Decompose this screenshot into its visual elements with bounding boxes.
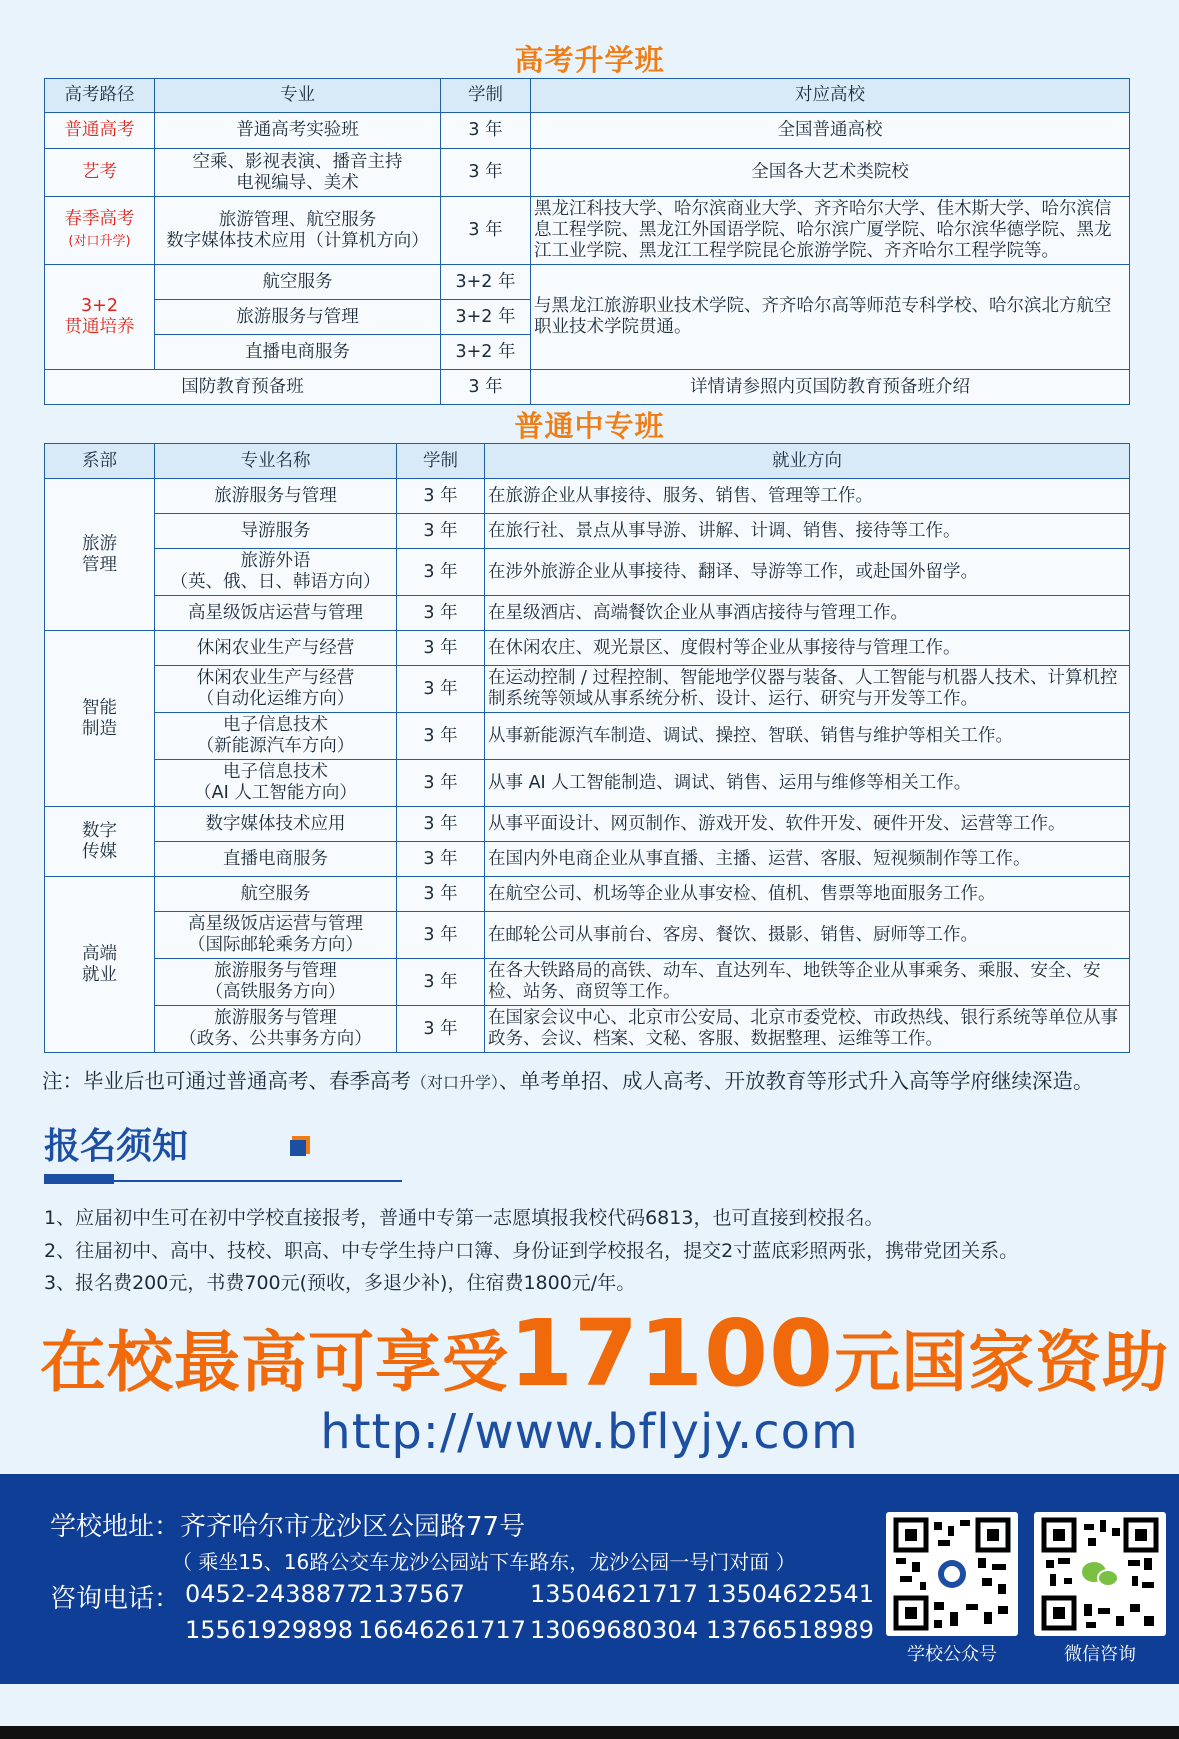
major-line: 数字媒体技术应用（计算机方向）: [166, 230, 429, 251]
table-row: [45, 514, 1130, 549]
dept-name: 数字: [82, 820, 117, 841]
major-line: 旅游服务与管理: [214, 961, 337, 981]
major-line: 旅游服务与管理: [214, 1008, 337, 1028]
subsidy-text: 元国家资助: [834, 1324, 1170, 1401]
job-cell: 在各大铁路局的高铁、动车、直达列车、地铁等企业从事乘务、乘服、安全、安检、站务、商贸等工作。: [485, 959, 1130, 1006]
major-sub: （自动化运维方向）: [196, 689, 355, 709]
major-sub: （英、俄、日、韩语方向）: [170, 572, 381, 592]
path-cell: [45, 197, 155, 265]
header-dept: 系部: [45, 444, 155, 479]
table-row: [45, 912, 1130, 959]
job-cell: 在航空公司、机场等企业从事安检、值机、售票等地面服务工作。: [485, 877, 1130, 912]
years-cell: 3 年: [441, 197, 531, 265]
header-job: 就业方向: [485, 444, 1130, 479]
job-cell: 在邮轮公司从事前台、客房、餐饮、摄影、销售、厨师等工作。: [485, 912, 1130, 959]
major-cell: 旅游服务与管理: [155, 479, 397, 514]
job-cell: 从事 AI 人工智能制造、调试、销售、运用与维修等相关工作。: [485, 760, 1130, 807]
major-cell: [155, 197, 441, 265]
bottom-edge: [0, 1726, 1179, 1739]
major-cell: [155, 912, 397, 959]
table-row: [45, 807, 1130, 842]
major-cell: 休闲农业生产与经营: [155, 631, 397, 666]
table-row: [45, 842, 1130, 877]
zhongzhuan-title: 普通中专班: [514, 409, 665, 443]
major-line: 旅游管理、航空服务: [218, 209, 377, 230]
major-cell: [155, 1006, 397, 1053]
table-row: [45, 265, 1130, 300]
header-school: 对应高校: [531, 79, 1130, 113]
subsidy-headline: [40, 1300, 1170, 1407]
years-cell: 3 年: [441, 370, 531, 405]
major-cell: [155, 713, 397, 760]
major-cell: [155, 149, 441, 197]
major-cell: 普通高考实验班: [155, 113, 441, 149]
path-main: 贯通培养: [64, 317, 135, 337]
header-major: 专业: [155, 79, 441, 113]
major-cell: 高星级饭店运营与管理: [155, 596, 397, 631]
phone-number: 16646261717: [358, 1616, 526, 1644]
registration-title: 报名须知: [44, 1126, 189, 1167]
table-row: [45, 596, 1130, 631]
dept-cell: [45, 479, 155, 631]
table-row: [45, 149, 1130, 197]
major-line: 电视编导、美术: [236, 172, 359, 193]
years-cell: 3 年: [397, 1006, 485, 1053]
note-text: 、单考单招、成人高考、开放教育等形式升入高等学府继续深造。: [499, 1069, 1094, 1093]
phone-number: 13766518989: [706, 1616, 874, 1644]
gaokao-table: [44, 78, 1130, 405]
years-cell: 3+2 年: [441, 265, 531, 300]
years-cell: 3 年: [397, 666, 485, 713]
dept-cell: [45, 631, 155, 807]
major-cell: 数字媒体技术应用: [155, 807, 397, 842]
years-cell: 3 年: [397, 549, 485, 596]
table-row: [45, 713, 1130, 760]
table-row: [45, 479, 1130, 514]
table-row: [45, 666, 1130, 713]
phone-number: 13504621717: [530, 1580, 698, 1608]
dept-name: 旅游: [82, 533, 117, 554]
school-cell: 详情请参照内页国防教育预备班介绍: [531, 370, 1130, 405]
major-cell: 航空服务: [155, 265, 441, 300]
table-row: [45, 370, 1130, 405]
registration-item: 2、往届初中、高中、技校、职高、中专学生持户口簿、身份证到学校报名，提交2寸蓝底彩照两张，携带党团关系。: [44, 1240, 1019, 1262]
phone-number: 15561929898: [185, 1616, 353, 1644]
dept-name: 就业: [82, 964, 117, 985]
major-line: 空乘、影视表演、播音主持: [192, 151, 403, 172]
note-text-small: （对口升学）: [411, 1073, 500, 1092]
gaokao-title: 高考升学班: [514, 43, 665, 77]
years-cell: 3 年: [397, 713, 485, 760]
years-cell: 3 年: [397, 807, 485, 842]
registration-item: 1、应届初中生可在初中学校直接报考，普通中专第一志愿填报我校代码6813，也可直接到校报名。: [44, 1207, 884, 1229]
major-cell: [155, 549, 397, 596]
phone-number: 2137567: [358, 1580, 465, 1608]
school-cell: 黑龙江科技大学、哈尔滨商业大学、齐齐哈尔大学、佳木斯大学、哈尔滨信息工程学院、黑龙江外国语学院、哈尔滨广厦学院、哈尔滨华德学院、黑龙江工业学院、黑龙江工程学院昆仑旅游学院、齐齐哈尔工程学院等。: [531, 197, 1130, 265]
path-main: 3+2: [81, 296, 118, 316]
dept-name: 智能: [82, 697, 117, 718]
path-cell: 艺考: [45, 149, 155, 197]
table-row: [45, 877, 1130, 912]
school-cell: 全国各大艺术类院校: [531, 149, 1130, 197]
decor-square-icon: [290, 1140, 306, 1156]
major-cell: [155, 666, 397, 713]
major-line: 电子信息技术: [223, 762, 328, 782]
years-cell: 3 年: [397, 760, 485, 807]
school-account-qr-icon: [886, 1512, 1018, 1636]
job-cell: 在星级酒店、高端餐饮企业从事酒店接待与管理工作。: [485, 596, 1130, 631]
job-cell: 在旅行社、景点从事导游、讲解、计调、销售、接待等工作。: [485, 514, 1130, 549]
major-cell: 直播电商服务: [155, 842, 397, 877]
years-cell: 3 年: [397, 842, 485, 877]
years-cell: 3 年: [397, 596, 485, 631]
years-cell: 3 年: [397, 631, 485, 666]
subsidy-text: 在校最高可享受: [40, 1324, 509, 1401]
major-sub: （政务、公共事务方向）: [179, 1029, 372, 1049]
header-years: 学制: [441, 79, 531, 113]
path-cell: [45, 265, 155, 370]
website-url[interactable]: http://www.bflyjy.com: [320, 1404, 859, 1460]
job-cell: 在国家会议中心、北京市公安局、北京市委党校、市政热线、银行系统等单位从事政务、会议、档案、文秘、客服、数据整理、运维等工作。: [485, 1006, 1130, 1053]
note-text: 注：毕业后也可通过普通高考、春季高考: [42, 1069, 411, 1093]
major-cell: 直播电商服务: [155, 335, 441, 370]
table-row: [45, 631, 1130, 666]
years-cell: 3+2 年: [441, 335, 531, 370]
major-cell: [155, 959, 397, 1006]
job-cell: 在休闲农庄、观光景区、度假村等企业从事接待与管理工作。: [485, 631, 1130, 666]
major-sub: （高铁服务方向）: [205, 982, 346, 1002]
major-cell: [155, 760, 397, 807]
table-row: [45, 113, 1130, 149]
header-years: 学制: [397, 444, 485, 479]
phone-number: 13069680304: [530, 1616, 698, 1644]
dept-cell: [45, 807, 155, 877]
years-cell: 3 年: [397, 912, 485, 959]
years-cell: 3 年: [397, 514, 485, 549]
job-cell: 从事平面设计、网页制作、游戏开发、软件开发、硬件开发、运营等工作。: [485, 807, 1130, 842]
major-line: 旅游外语: [240, 551, 311, 571]
path-cell: 普通高考: [45, 113, 155, 149]
school-address: 学校地址：齐齐哈尔市龙沙区公园路77号: [50, 1512, 526, 1542]
phone-number: 0452-2438877: [185, 1580, 362, 1608]
dept-name: 高端: [82, 943, 117, 964]
address-directions: （ 乘坐15、16路公交车龙沙公园站下车路东，龙沙公园一号门对面 ）: [172, 1550, 796, 1574]
zhongzhuan-table: [44, 443, 1130, 1053]
qr-label: 微信咨询: [1064, 1644, 1136, 1665]
header-major: 专业名称: [155, 444, 397, 479]
major-cell: 航空服务: [155, 877, 397, 912]
job-cell: 从事新能源汽车制造、调试、操控、智联、销售与维护等相关工作。: [485, 713, 1130, 760]
job-cell: 在旅游企业从事接待、服务、销售、管理等工作。: [485, 479, 1130, 514]
qr-label: 学校公众号: [907, 1644, 997, 1665]
major-line: 休闲农业生产与经营: [196, 668, 355, 688]
years-cell: 3 年: [397, 877, 485, 912]
graduation-note: [42, 1064, 1094, 1094]
years-cell: 3 年: [441, 149, 531, 197]
divider-accent: [44, 1174, 114, 1184]
table-header-row: [45, 79, 1130, 113]
table-row: [45, 959, 1130, 1006]
major-cell: 旅游服务与管理: [155, 300, 441, 335]
major-sub: （新能源汽车方向）: [196, 736, 355, 756]
job-cell: 在国内外电商企业从事直播、主播、运营、客服、短视频制作等工作。: [485, 842, 1130, 877]
table-row: [45, 549, 1130, 596]
years-cell: 3 年: [397, 479, 485, 514]
path-main: 春季高考: [64, 209, 135, 229]
years-cell: 3+2 年: [441, 300, 531, 335]
major-cell: 导游服务: [155, 514, 397, 549]
dept-name: 管理: [82, 554, 117, 575]
years-cell: 3 年: [441, 113, 531, 149]
major-sub: （国际邮轮乘务方向）: [188, 935, 363, 955]
school-cell: 与黑龙江旅游职业技术学院、齐齐哈尔高等师范专科学校、哈尔滨北方航空职业技术学院贯通。: [531, 265, 1130, 370]
table-row: [45, 1006, 1130, 1053]
job-cell: 在运动控制 / 过程控制、智能地学仪器与装备、人工智能与机器人技术、计算机控制系统等领域从事系统分析、设计、运行、研究与开发等工作。: [485, 666, 1130, 713]
registration-item: 3、报名费200元，书费700元(预收，多退少补)，住宿费1800元/年。: [44, 1272, 636, 1294]
dept-name: 传媒: [82, 841, 117, 862]
table-header-row: [45, 444, 1130, 479]
table-row: [45, 197, 1130, 265]
major-cell: 国防教育预备班: [45, 370, 441, 405]
path-sub: (对口升学): [68, 234, 131, 249]
phone-number: 13504622541: [706, 1580, 874, 1608]
phone-label: 咨询电话：: [50, 1584, 181, 1614]
dept-cell: [45, 877, 155, 1053]
years-cell: 3 年: [397, 959, 485, 1006]
school-cell: 全国普通高校: [531, 113, 1130, 149]
dept-name: 制造: [82, 718, 117, 739]
major-sub: （AI 人工智能方向）: [194, 783, 357, 803]
wechat-qr-icon: [1034, 1512, 1166, 1636]
subsidy-amount: 17100: [509, 1300, 835, 1407]
job-cell: 在涉外旅游企业从事接待、翻译、导游等工作，或赴国外留学。: [485, 549, 1130, 596]
major-line: 电子信息技术: [223, 715, 328, 735]
table-row: [45, 760, 1130, 807]
header-path: 高考路径: [45, 79, 155, 113]
major-line: 高星级饭店运营与管理: [188, 914, 363, 934]
